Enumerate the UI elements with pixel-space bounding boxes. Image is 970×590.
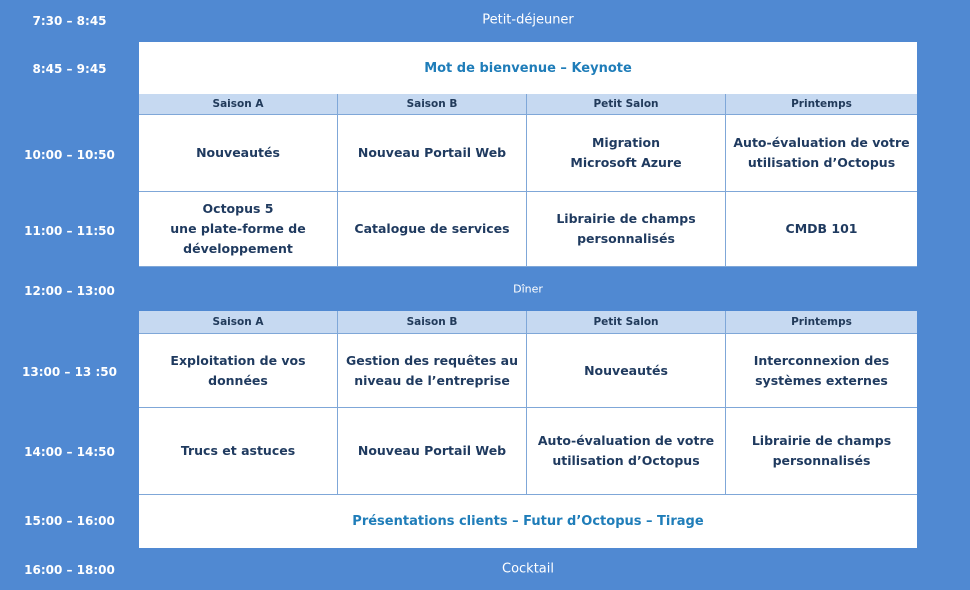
room-header: Saison B [338, 311, 527, 334]
breakfast-label: Petit-déjeuner [482, 12, 574, 28]
time-lunch: 12:00 – 13:00 [24, 284, 115, 298]
time-keynote: 8:45 – 9:45 [32, 62, 107, 76]
session-cell: Migration Microsoft Azure [527, 115, 726, 192]
room-header: Petit Salon [527, 311, 726, 334]
session-cell: Nouveau Portail Web [338, 408, 527, 495]
room-header: Printemps [726, 94, 917, 115]
session-cell: Octopus 5 une plate-forme de développement [139, 192, 338, 267]
time-session-3: 13:00 – 13 :50 [22, 365, 117, 379]
session-cell: Exploitation de vos données [139, 334, 338, 408]
time-cocktail: 16:00 – 18:00 [24, 563, 115, 577]
clients-label: Présentations clients – Futur d’Octopus – Tirage [352, 514, 704, 529]
session-cell: Nouveautés [139, 115, 338, 192]
session-cell: Interconnexion des systèmes externes [726, 334, 917, 408]
session-cell: Trucs et astuces [139, 408, 338, 495]
time-session-2: 11:00 – 11:50 [24, 224, 115, 238]
morning-sessions-grid [139, 94, 917, 267]
session-cell: Auto-évaluation de votre utilisation d’Octopus [527, 408, 726, 495]
session-cell: Catalogue de services [338, 192, 527, 267]
room-header: Saison B [338, 94, 527, 115]
clients-row [139, 495, 917, 548]
afternoon-sessions-grid [139, 311, 917, 495]
keynote-row [139, 42, 917, 94]
session-cell: Gestion des requêtes au niveau de l’entreprise [338, 334, 527, 408]
time-session-1: 10:00 – 10:50 [24, 148, 115, 162]
session-cell: Auto-évaluation de votre utilisation d’Octopus [726, 115, 917, 192]
room-header: Saison A [139, 311, 338, 334]
time-clients: 15:00 – 16:00 [24, 514, 115, 528]
keynote-label: Mot de bienvenue – Keynote [424, 60, 632, 76]
cocktail-label: Cocktail [502, 561, 554, 577]
room-header: Printemps [726, 311, 917, 334]
session-cell: Nouveau Portail Web [338, 115, 527, 192]
session-cell: Librairie de champs personnalisés [726, 408, 917, 495]
session-cell: CMDB 101 [726, 192, 917, 267]
time-session-4: 14:00 – 14:50 [24, 445, 115, 459]
session-cell: Librairie de champs personnalisés [527, 192, 726, 267]
time-breakfast: 7:30 – 8:45 [32, 14, 107, 28]
session-cell: Nouveautés [527, 334, 726, 408]
lunch-label: Dîner [513, 282, 543, 296]
room-header: Petit Salon [527, 94, 726, 115]
room-header: Saison A [139, 94, 338, 115]
